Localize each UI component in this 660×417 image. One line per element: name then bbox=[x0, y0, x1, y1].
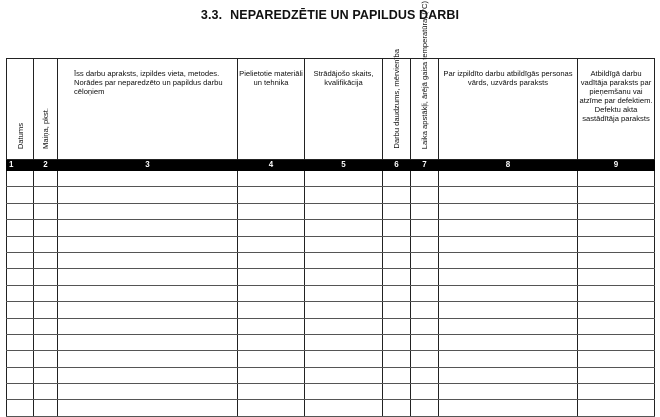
entry-cell[interactable] bbox=[578, 318, 655, 334]
entry-cell[interactable] bbox=[58, 400, 238, 416]
column-number: 8 bbox=[439, 160, 578, 171]
entry-cell[interactable] bbox=[238, 351, 305, 367]
entry-cell[interactable] bbox=[34, 285, 58, 301]
entry-cell[interactable] bbox=[305, 400, 383, 416]
entry-cell[interactable] bbox=[383, 285, 411, 301]
entry-cell[interactable] bbox=[411, 285, 439, 301]
entry-cell[interactable] bbox=[411, 318, 439, 334]
entry-cell[interactable] bbox=[34, 236, 58, 252]
entry-cell[interactable] bbox=[383, 187, 411, 203]
entry-cell[interactable] bbox=[238, 318, 305, 334]
entry-cell[interactable] bbox=[58, 351, 238, 367]
table-row bbox=[7, 367, 655, 383]
entry-cell[interactable] bbox=[238, 187, 305, 203]
entry-cell[interactable] bbox=[34, 252, 58, 268]
entry-cell[interactable] bbox=[439, 384, 578, 400]
entry-cell[interactable] bbox=[439, 252, 578, 268]
entry-cell[interactable] bbox=[439, 285, 578, 301]
entry-cell[interactable] bbox=[439, 400, 578, 416]
entry-cell[interactable] bbox=[383, 351, 411, 367]
entry-cell[interactable] bbox=[439, 367, 578, 383]
entry-cell[interactable] bbox=[7, 252, 34, 268]
column-number: 6 bbox=[383, 160, 411, 171]
table-row bbox=[7, 236, 655, 252]
entry-cell[interactable] bbox=[7, 367, 34, 383]
column-number: 9 bbox=[578, 160, 655, 171]
entry-cell[interactable] bbox=[34, 302, 58, 318]
entry-cell[interactable] bbox=[34, 171, 58, 187]
entry-cell[interactable] bbox=[238, 367, 305, 383]
table-row bbox=[7, 252, 655, 268]
table-row bbox=[7, 269, 655, 285]
entry-cell[interactable] bbox=[34, 269, 58, 285]
entry-cell[interactable] bbox=[238, 400, 305, 416]
entry-cell[interactable] bbox=[58, 220, 238, 236]
entry-cell[interactable] bbox=[439, 269, 578, 285]
entry-cell[interactable] bbox=[411, 187, 439, 203]
entry-cell[interactable] bbox=[238, 302, 305, 318]
entry-cell[interactable] bbox=[7, 236, 34, 252]
entry-cell[interactable] bbox=[34, 203, 58, 219]
table-row bbox=[7, 220, 655, 236]
entry-cell[interactable] bbox=[578, 187, 655, 203]
entry-cell[interactable] bbox=[34, 400, 58, 416]
entry-cell[interactable] bbox=[238, 171, 305, 187]
entry-cell[interactable] bbox=[411, 384, 439, 400]
entry-cell[interactable] bbox=[578, 220, 655, 236]
entry-cell[interactable] bbox=[411, 400, 439, 416]
table-row bbox=[7, 203, 655, 219]
entry-cell[interactable] bbox=[383, 384, 411, 400]
entry-cell[interactable] bbox=[7, 269, 34, 285]
entry-cell[interactable] bbox=[34, 367, 58, 383]
entry-cell[interactable] bbox=[305, 203, 383, 219]
section-number: 3.3. bbox=[200, 8, 223, 22]
entry-cell[interactable] bbox=[7, 334, 34, 350]
entry-cell[interactable] bbox=[305, 285, 383, 301]
entry-cell[interactable] bbox=[58, 203, 238, 219]
entry-cell[interactable] bbox=[34, 334, 58, 350]
column-number: 2 bbox=[34, 160, 58, 171]
entry-cell[interactable] bbox=[58, 318, 238, 334]
entry-cell[interactable] bbox=[58, 252, 238, 268]
entry-cell[interactable] bbox=[305, 171, 383, 187]
entry-cell[interactable] bbox=[439, 351, 578, 367]
entry-cell[interactable] bbox=[7, 285, 34, 301]
entry-cell[interactable] bbox=[411, 236, 439, 252]
header-responsible: Par izpildīto darbu atbildīgās personas vārds, uzvārds paraksts bbox=[439, 59, 578, 160]
page-title bbox=[0, 8, 660, 22]
entry-cell[interactable] bbox=[578, 203, 655, 219]
entry-cell[interactable] bbox=[34, 384, 58, 400]
column-number: 1 bbox=[7, 160, 34, 171]
header-row bbox=[7, 59, 655, 160]
entry-cell[interactable] bbox=[439, 171, 578, 187]
entry-cell[interactable] bbox=[411, 203, 439, 219]
entry-cell[interactable] bbox=[578, 171, 655, 187]
entry-cell[interactable] bbox=[411, 171, 439, 187]
entry-cell[interactable] bbox=[7, 384, 34, 400]
entry-cell[interactable] bbox=[305, 302, 383, 318]
header-workers: Strādājošo skaits, kvalifikācija bbox=[305, 59, 383, 160]
column-number: 5 bbox=[305, 160, 383, 171]
entry-cell[interactable] bbox=[439, 220, 578, 236]
entry-cell[interactable] bbox=[305, 367, 383, 383]
entry-cell[interactable] bbox=[305, 318, 383, 334]
entry-cell[interactable] bbox=[439, 318, 578, 334]
entry-cell[interactable] bbox=[7, 171, 34, 187]
entry-cell[interactable] bbox=[7, 318, 34, 334]
column-number: 4 bbox=[238, 160, 305, 171]
entry-cell[interactable] bbox=[58, 171, 238, 187]
entry-cell[interactable] bbox=[411, 367, 439, 383]
entry-cell[interactable] bbox=[439, 334, 578, 350]
table-row bbox=[7, 187, 655, 203]
entry-cell[interactable] bbox=[238, 252, 305, 268]
entry-cell[interactable] bbox=[411, 269, 439, 285]
entry-cell[interactable] bbox=[305, 334, 383, 350]
entry-cell[interactable] bbox=[305, 187, 383, 203]
entry-cell[interactable] bbox=[578, 351, 655, 367]
entry-cell[interactable] bbox=[238, 285, 305, 301]
entry-cell[interactable] bbox=[58, 187, 238, 203]
entry-cell[interactable] bbox=[411, 252, 439, 268]
entry-cell[interactable] bbox=[578, 400, 655, 416]
header-quantity: Darbu daudzums, mērvienība bbox=[383, 59, 411, 160]
entry-cell[interactable] bbox=[7, 187, 34, 203]
column-number: 7 bbox=[411, 160, 439, 171]
entry-cell[interactable] bbox=[383, 400, 411, 416]
entry-cell[interactable] bbox=[7, 302, 34, 318]
entry-cell[interactable] bbox=[439, 187, 578, 203]
entry-cell[interactable] bbox=[238, 334, 305, 350]
entry-cell[interactable] bbox=[578, 367, 655, 383]
entry-cell[interactable] bbox=[383, 203, 411, 219]
header-description: Īss darbu apraksts, izpildes vieta, metodes. Norādes par neparedzēto un papildus darbu cēloņiem bbox=[58, 59, 238, 160]
entry-cell[interactable] bbox=[305, 252, 383, 268]
entry-cell[interactable] bbox=[7, 351, 34, 367]
entry-cell[interactable] bbox=[305, 351, 383, 367]
entry-cell[interactable] bbox=[411, 220, 439, 236]
entry-cell[interactable] bbox=[578, 236, 655, 252]
entry-cell[interactable] bbox=[383, 318, 411, 334]
entry-cell[interactable] bbox=[383, 269, 411, 285]
entry-cell[interactable] bbox=[578, 252, 655, 268]
table-row bbox=[7, 285, 655, 301]
entry-cell[interactable] bbox=[383, 302, 411, 318]
entry-cell[interactable] bbox=[383, 220, 411, 236]
table-row bbox=[7, 351, 655, 367]
entry-cell[interactable] bbox=[383, 171, 411, 187]
entry-cell[interactable] bbox=[383, 236, 411, 252]
entry-cell[interactable] bbox=[34, 318, 58, 334]
entry-cell[interactable] bbox=[58, 236, 238, 252]
entry-cell[interactable] bbox=[439, 302, 578, 318]
entry-cell[interactable] bbox=[411, 334, 439, 350]
header-weather: Laika apstākļi, ārējā gaisa temperatūra, (°C) bbox=[411, 59, 439, 160]
entry-cell[interactable] bbox=[34, 220, 58, 236]
entry-cell[interactable] bbox=[305, 384, 383, 400]
entry-cell[interactable] bbox=[578, 302, 655, 318]
entry-cell[interactable] bbox=[383, 367, 411, 383]
header-materials: Pielietotie materiāli un tehnika bbox=[238, 59, 305, 160]
entry-cell[interactable] bbox=[383, 334, 411, 350]
entry-cell[interactable] bbox=[58, 269, 238, 285]
entry-cell[interactable] bbox=[578, 384, 655, 400]
entry-cell[interactable] bbox=[238, 236, 305, 252]
entry-cell[interactable] bbox=[439, 203, 578, 219]
entry-cell[interactable] bbox=[238, 384, 305, 400]
entry-cell[interactable] bbox=[7, 400, 34, 416]
entry-cell[interactable] bbox=[305, 269, 383, 285]
entry-cell[interactable] bbox=[7, 220, 34, 236]
table-row bbox=[7, 318, 655, 334]
entry-cell[interactable] bbox=[411, 302, 439, 318]
entry-cell[interactable] bbox=[439, 236, 578, 252]
entry-cell[interactable] bbox=[34, 351, 58, 367]
header-datums: Datums bbox=[7, 59, 34, 160]
column-number-row bbox=[7, 160, 655, 171]
entry-cell[interactable] bbox=[305, 236, 383, 252]
entry-cell[interactable] bbox=[578, 334, 655, 350]
entry-cell[interactable] bbox=[58, 334, 238, 350]
entry-cell[interactable] bbox=[578, 285, 655, 301]
entry-cell[interactable] bbox=[7, 203, 34, 219]
entry-cell[interactable] bbox=[58, 302, 238, 318]
section-title: NEPAREDZĒTIE UN PAPILDUS DARBI bbox=[230, 8, 460, 22]
column-number: 3 bbox=[58, 160, 238, 171]
table-row bbox=[7, 400, 655, 416]
entry-cell[interactable] bbox=[238, 220, 305, 236]
table-row bbox=[7, 384, 655, 400]
entry-cell[interactable] bbox=[238, 203, 305, 219]
header-manager: Atbildīgā darbu vadītāja paraksts par pieņemšanu vai atzīme par defektiem. Defektu akta sastādītāja paraksts bbox=[578, 59, 655, 160]
entry-cell[interactable] bbox=[58, 285, 238, 301]
table-row bbox=[7, 302, 655, 318]
table-row bbox=[7, 334, 655, 350]
entry-cell[interactable] bbox=[238, 269, 305, 285]
header-maina: Maiņa, pkst. bbox=[34, 59, 58, 160]
entry-cell[interactable] bbox=[34, 187, 58, 203]
entry-cell[interactable] bbox=[383, 252, 411, 268]
entry-cell[interactable] bbox=[578, 269, 655, 285]
entry-cell[interactable] bbox=[58, 384, 238, 400]
entry-cell[interactable] bbox=[411, 351, 439, 367]
entry-cell[interactable] bbox=[305, 220, 383, 236]
entry-cell[interactable] bbox=[58, 367, 238, 383]
table-row bbox=[7, 171, 655, 187]
